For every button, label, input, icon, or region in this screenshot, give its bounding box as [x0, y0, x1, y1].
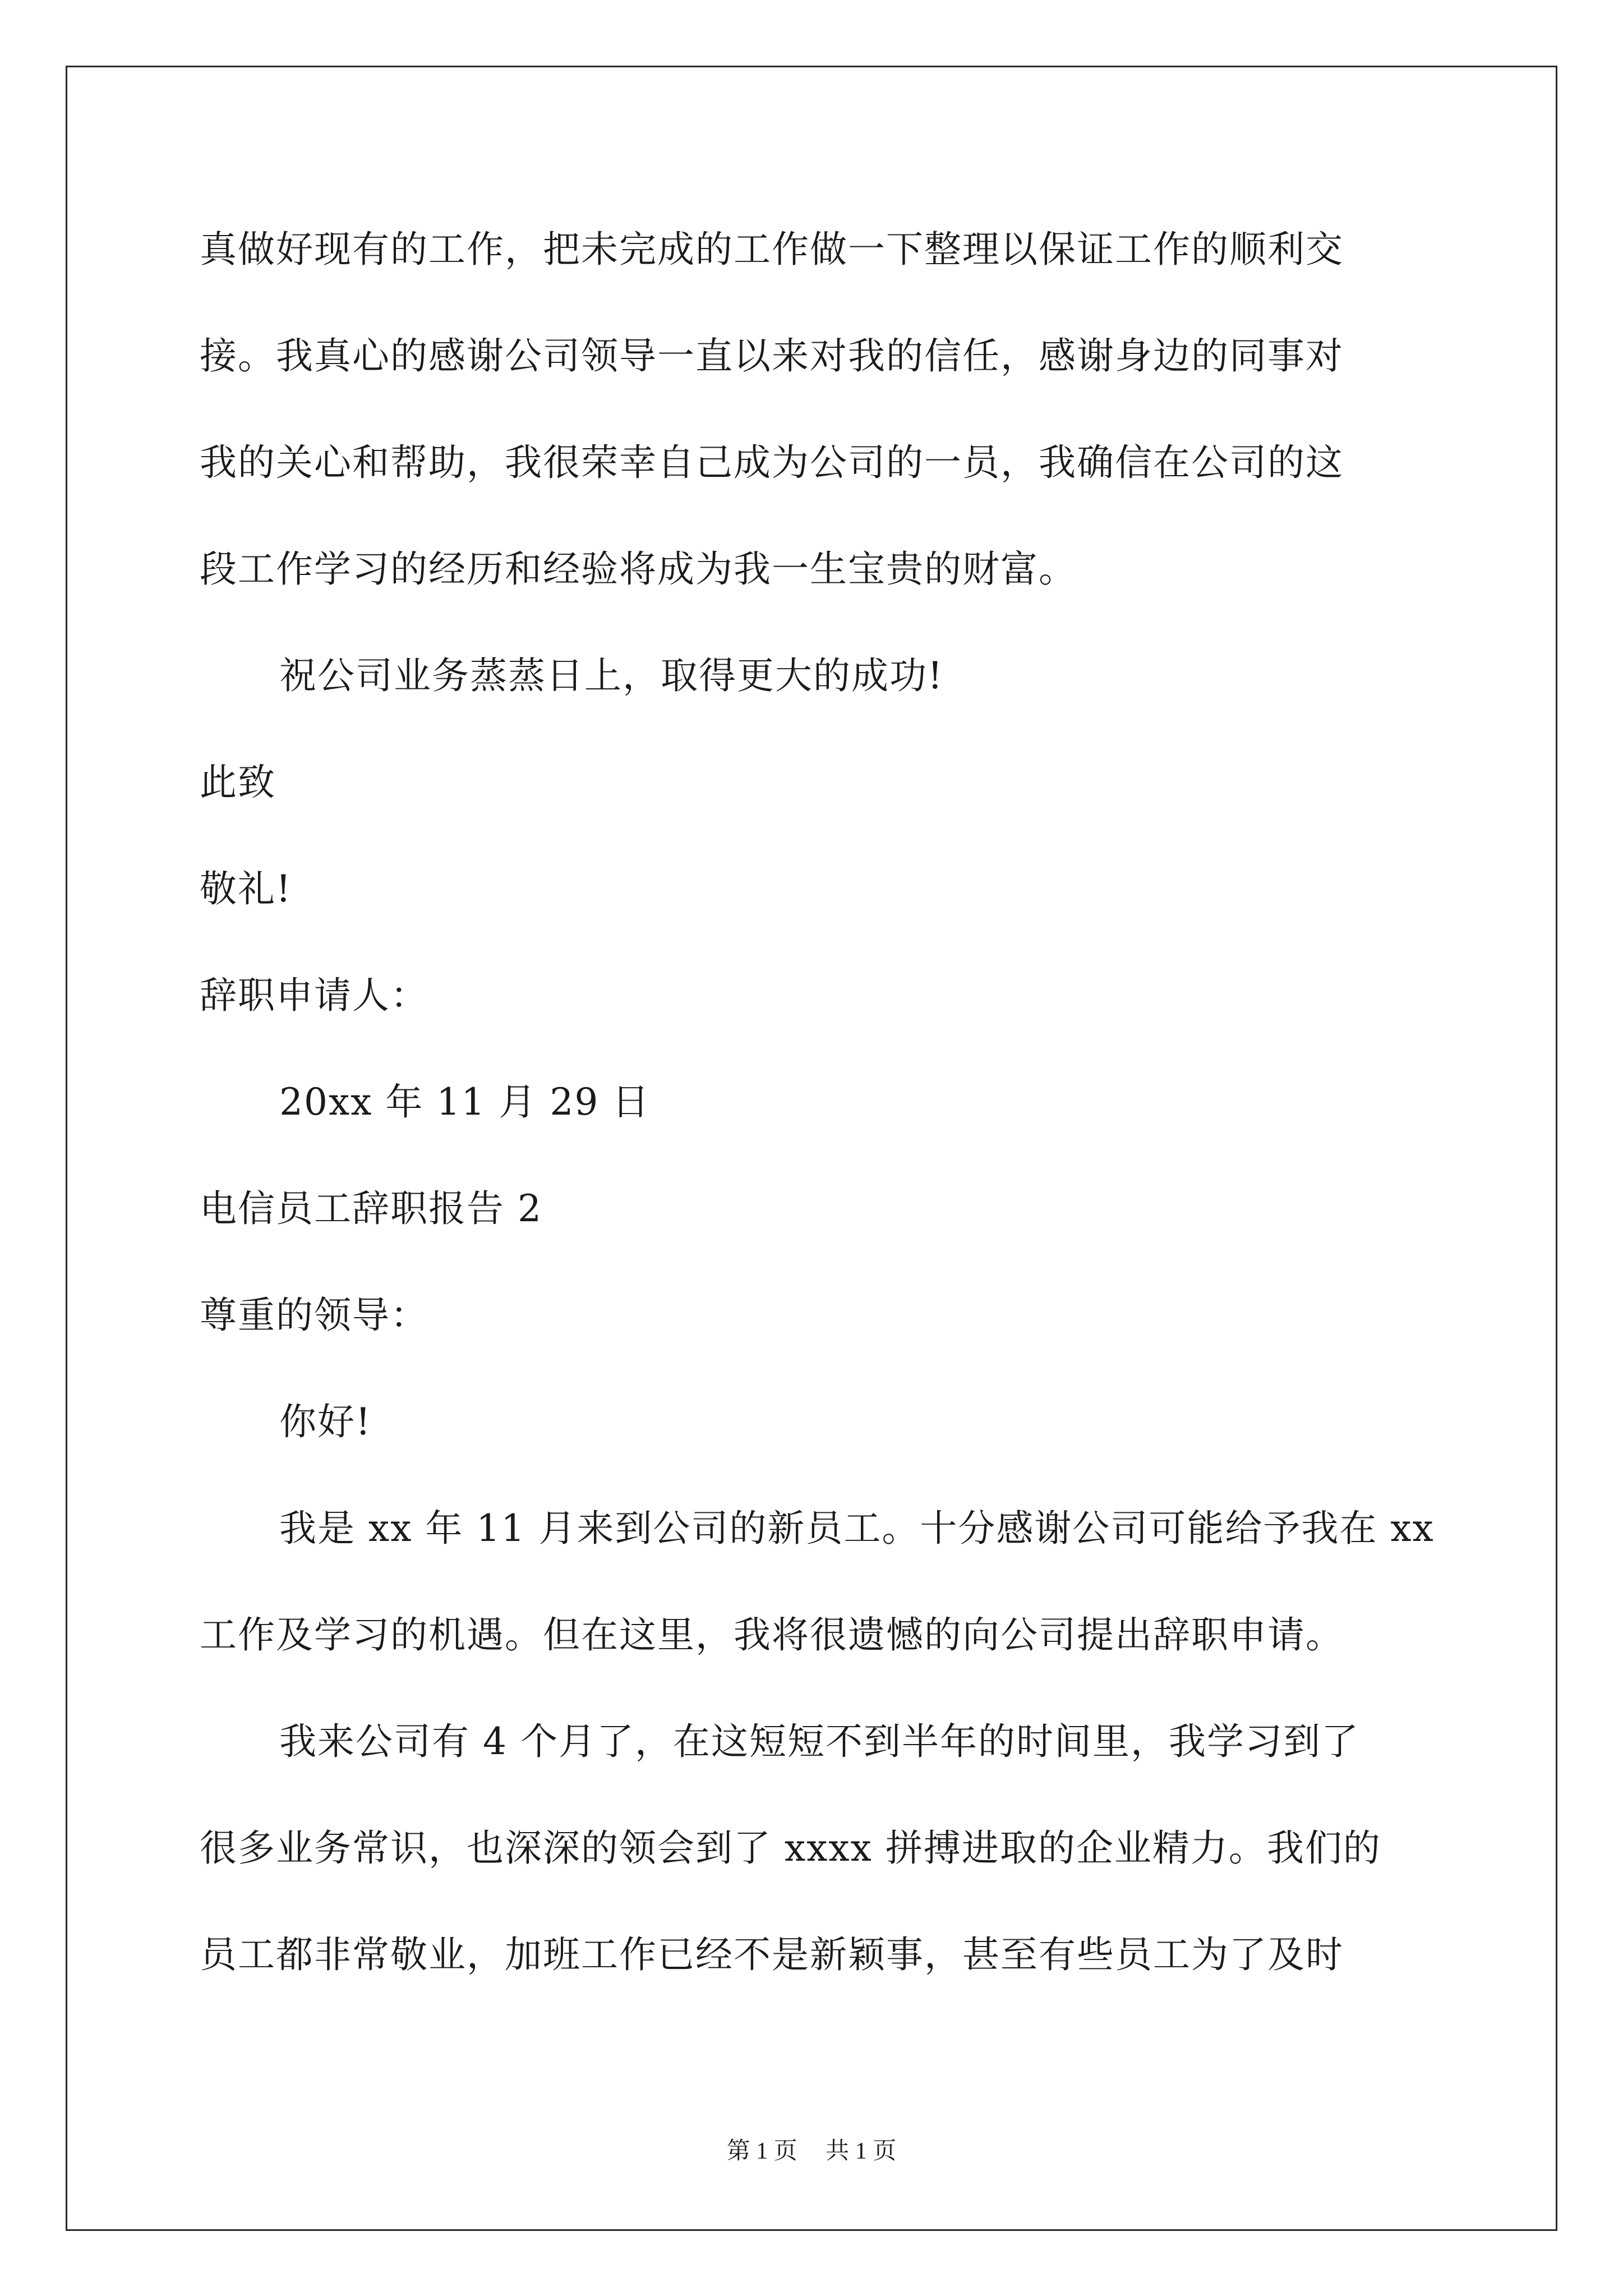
paragraph-line: 段工作学习的经历和经验将成为我一生宝贵的财富。 [200, 547, 1077, 591]
paragraph-line: 我来公司有 4 个月了，在这短短不到半年的时间里，我学习到了 [279, 1720, 1359, 1763]
addressee: 尊重的领导： [200, 1294, 428, 1337]
page-number-total: 共 1 页 [826, 2138, 897, 2164]
paragraph-line: 接。我真心的感谢公司领导一直以来对我的信任，感谢身边的同事对 [200, 334, 1344, 378]
closing-wish: 祝公司业务蒸蒸日上，取得更大的成功! [279, 654, 944, 697]
section-title: 电信员工辞职报告 2 [200, 1187, 542, 1230]
paragraph-line: 我的关心和帮助，我很荣幸自己成为公司的一员，我确信在公司的这 [200, 441, 1344, 484]
page-border [66, 66, 1557, 2231]
paragraph-line: 员工都非常敬业，加班工作已经不是新颖事，甚至有些员工为了及时 [200, 1933, 1344, 1976]
paragraph-line: 真做好现有的工作，把未完成的工作做一下整理以保证工作的顺利交 [200, 228, 1344, 271]
salutation-jingli: 敬礼! [200, 867, 292, 910]
page-number-current: 第 1 页 [726, 2138, 797, 2164]
date-line: 20xx 年 11 月 29 日 [279, 1080, 651, 1124]
paragraph-line: 我是 xx 年 11 月来到公司的新员工。十分感谢公司可能给予我在 xx [279, 1507, 1435, 1550]
greeting: 你好! [279, 1400, 372, 1443]
salutation-cizhi: 此致 [200, 761, 276, 804]
signature-label: 辞职申请人： [200, 974, 428, 1017]
page-footer [0, 2137, 1623, 2165]
paragraph-line: 很多业务常识，也深深的领会到了 xxxx 拼搏进取的企业精力。我们的 [200, 1826, 1381, 1870]
paragraph-line: 工作及学习的机遇。但在这里，我将很遗憾的向公司提出辞职申请。 [200, 1613, 1344, 1657]
